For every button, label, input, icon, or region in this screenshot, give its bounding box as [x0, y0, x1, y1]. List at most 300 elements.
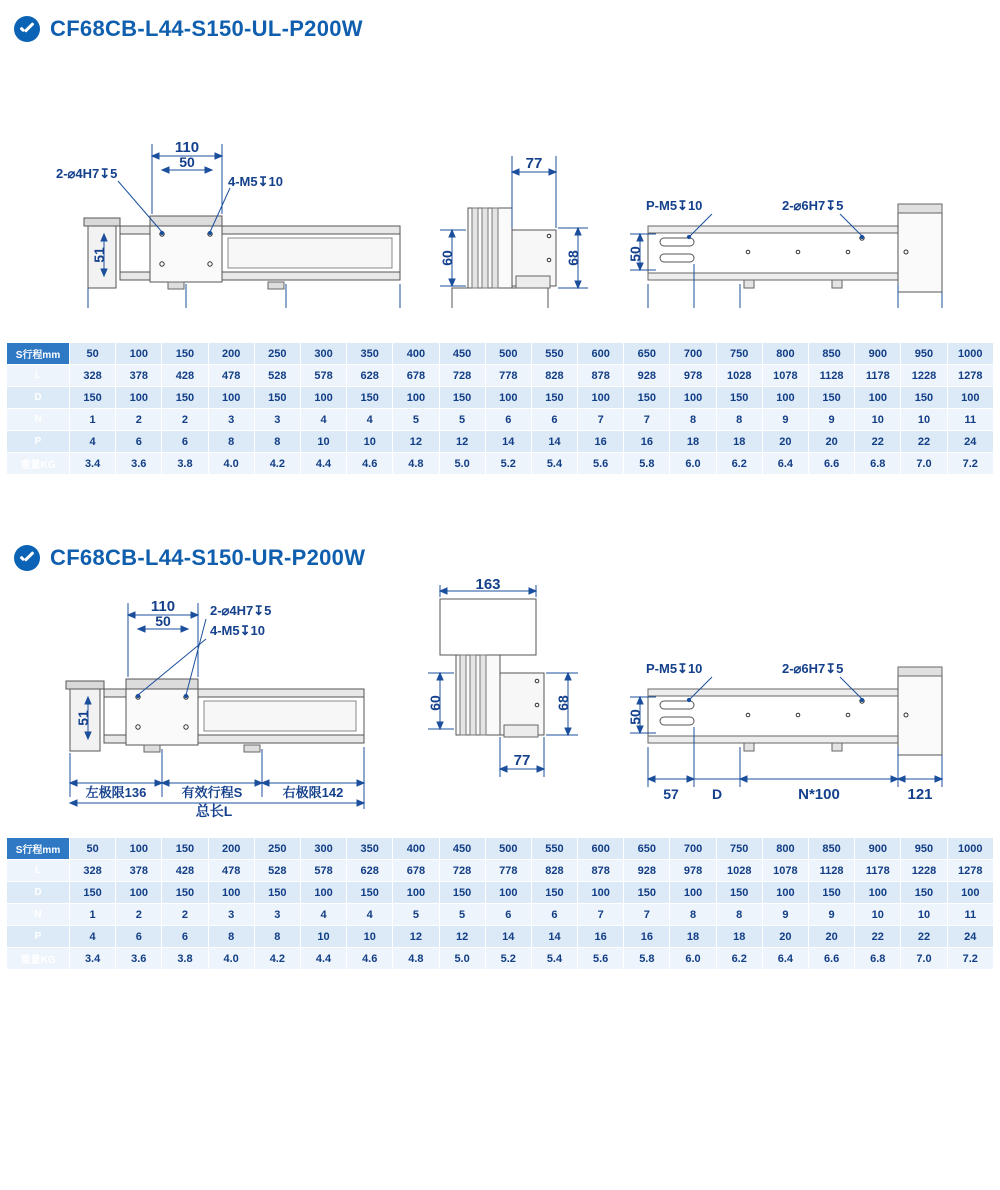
cell: 10 — [901, 409, 947, 431]
table-row — [7, 365, 994, 387]
row-header: N — [7, 904, 70, 926]
cell: 4.8 — [393, 948, 439, 970]
cell: 24 — [947, 926, 993, 948]
cell: 16 — [578, 431, 624, 453]
cell: 8 — [670, 409, 716, 431]
row-header: N — [7, 409, 70, 431]
cell: 150 — [162, 343, 208, 365]
cell: 100 — [947, 882, 993, 904]
cell: 1278 — [947, 365, 993, 387]
cell: 150 — [162, 387, 208, 409]
cell: 6 — [116, 431, 162, 453]
cell: 4.4 — [300, 453, 346, 475]
cell: 328 — [70, 365, 116, 387]
cell: 5.0 — [439, 948, 485, 970]
product-title-row-2 — [0, 545, 1000, 571]
row-header: 重量KG — [7, 948, 70, 970]
cell: 150 — [254, 387, 300, 409]
cell: 16 — [624, 926, 670, 948]
cell: 878 — [578, 860, 624, 882]
cell: 528 — [254, 860, 300, 882]
cell: 5 — [393, 904, 439, 926]
cell: 550 — [531, 838, 577, 860]
cell: 150 — [531, 882, 577, 904]
cell: 850 — [809, 343, 855, 365]
cell: 5.8 — [624, 948, 670, 970]
dim-50-top-2: 50 — [627, 709, 643, 725]
cell: 528 — [254, 365, 300, 387]
cell: 100 — [670, 882, 716, 904]
row-header: D — [7, 882, 70, 904]
cell: 4.0 — [208, 948, 254, 970]
cell: 950 — [901, 838, 947, 860]
cell: 8 — [716, 409, 762, 431]
cell: 7 — [624, 904, 670, 926]
cell: 928 — [624, 365, 670, 387]
cell: 1 — [70, 409, 116, 431]
cell: 11 — [947, 409, 993, 431]
cell: 100 — [116, 343, 162, 365]
cell: 150 — [254, 882, 300, 904]
check-circle-icon — [14, 16, 40, 42]
cell: 12 — [439, 431, 485, 453]
technical-drawing-2 — [0, 577, 1000, 827]
dim-60: 60 — [439, 250, 455, 266]
cell: 500 — [485, 838, 531, 860]
cell: 20 — [762, 431, 808, 453]
spec-table-1 — [6, 342, 994, 475]
cell: 750 — [716, 838, 762, 860]
callout-4-M5-2: 4-M5↧10 — [210, 623, 265, 638]
dim-110-2: 110 — [150, 598, 176, 615]
cell: 628 — [347, 860, 393, 882]
dim-50-2: 50 — [155, 613, 171, 629]
cell: 1000 — [947, 343, 993, 365]
dim-50: 50 — [179, 154, 195, 170]
cell: 650 — [624, 838, 670, 860]
dim-77-2: 77 — [513, 752, 531, 769]
cell: 1028 — [716, 860, 762, 882]
cell: 10 — [300, 926, 346, 948]
cell: 6.2 — [716, 948, 762, 970]
cell: 6 — [531, 904, 577, 926]
cell: 328 — [70, 860, 116, 882]
cell: 150 — [809, 882, 855, 904]
cell: 5.4 — [531, 948, 577, 970]
cell: 728 — [439, 860, 485, 882]
callout-2-6H7: 2-⌀6H7↧5 — [782, 198, 844, 213]
cell: 3.8 — [162, 948, 208, 970]
cell: 7.2 — [947, 453, 993, 475]
cell: 4 — [300, 904, 346, 926]
cell: 5.0 — [439, 453, 485, 475]
cell: 100 — [762, 882, 808, 904]
cell: 150 — [716, 387, 762, 409]
cell: 6 — [162, 431, 208, 453]
cell: 500 — [485, 343, 531, 365]
cell: 22 — [855, 431, 901, 453]
cell: 6.4 — [762, 453, 808, 475]
cell: 8 — [254, 926, 300, 948]
cell: 5 — [439, 904, 485, 926]
dim-121-2: 121 — [907, 786, 933, 803]
cell: 14 — [485, 926, 531, 948]
cell: 6.6 — [809, 453, 855, 475]
dim-50-top: 50 — [627, 246, 643, 262]
cell: 100 — [578, 882, 624, 904]
cell: 5.2 — [485, 948, 531, 970]
cell: 150 — [162, 838, 208, 860]
cell: 100 — [208, 387, 254, 409]
cell: 150 — [624, 387, 670, 409]
cell: 18 — [716, 926, 762, 948]
cell: 6 — [116, 926, 162, 948]
drawing-svg-1 — [0, 48, 1000, 308]
cell: 12 — [393, 926, 439, 948]
cell: 4.2 — [254, 453, 300, 475]
spec-table-2 — [6, 837, 994, 970]
product-section-2 — [0, 545, 1000, 970]
cell: 9 — [809, 904, 855, 926]
dim-60-2: 60 — [427, 695, 443, 711]
cell: 200 — [208, 343, 254, 365]
cell: 100 — [208, 882, 254, 904]
cell: 478 — [208, 860, 254, 882]
cell: 100 — [300, 387, 346, 409]
cell: 1 — [70, 904, 116, 926]
cell: 300 — [300, 343, 346, 365]
dim-110: 110 — [174, 139, 200, 156]
cell: 150 — [347, 882, 393, 904]
spec-table-wrap-2 — [0, 837, 1000, 970]
callout-2-4H7-2: 2-⌀4H7↧5 — [210, 603, 272, 618]
table-row — [7, 387, 994, 409]
cell: 4 — [347, 904, 393, 926]
cell: 428 — [162, 860, 208, 882]
cell: 4 — [347, 409, 393, 431]
cell: 100 — [116, 882, 162, 904]
cell: 20 — [762, 926, 808, 948]
cell: 5.6 — [578, 453, 624, 475]
cell: 9 — [762, 409, 808, 431]
table-row — [7, 904, 994, 926]
cell: 22 — [901, 926, 947, 948]
table-row — [7, 343, 994, 365]
cell: 878 — [578, 365, 624, 387]
cell: 350 — [347, 343, 393, 365]
cell: 5.6 — [578, 948, 624, 970]
cell: 22 — [855, 926, 901, 948]
cell: 378 — [116, 365, 162, 387]
cell: 150 — [439, 882, 485, 904]
cell: 6.2 — [716, 453, 762, 475]
cell: 100 — [855, 387, 901, 409]
cell: 6.6 — [809, 948, 855, 970]
cell: 5.4 — [531, 453, 577, 475]
cell: 4.6 — [347, 453, 393, 475]
cell: 3 — [208, 409, 254, 431]
cell: 100 — [762, 387, 808, 409]
cell: 9 — [762, 904, 808, 926]
cell: 14 — [531, 431, 577, 453]
cell: 5.8 — [624, 453, 670, 475]
dim-57-2: 57 — [663, 786, 679, 802]
cell: 400 — [393, 838, 439, 860]
cell: 6.8 — [855, 948, 901, 970]
cell: 700 — [670, 343, 716, 365]
row-header: P — [7, 926, 70, 948]
cell: 6 — [485, 409, 531, 431]
cell: 1128 — [809, 860, 855, 882]
cell: 2 — [162, 904, 208, 926]
cell: 4 — [70, 431, 116, 453]
cell: 100 — [855, 882, 901, 904]
cell: 2 — [116, 409, 162, 431]
cell: 100 — [393, 882, 439, 904]
cell: 3.4 — [70, 453, 116, 475]
cell: 1000 — [947, 838, 993, 860]
cell: 150 — [901, 387, 947, 409]
cell: 900 — [855, 343, 901, 365]
cell: 1178 — [855, 365, 901, 387]
cell: 4 — [300, 409, 346, 431]
cell: 378 — [116, 860, 162, 882]
callout-P-M5: P-M5↧10 — [646, 198, 703, 213]
dim-51: 51 — [91, 247, 107, 263]
product-title-row-1 — [0, 0, 1000, 42]
cell: 50 — [70, 838, 116, 860]
cell: 6 — [485, 904, 531, 926]
cell: 428 — [162, 365, 208, 387]
cell: 8 — [716, 904, 762, 926]
table-row — [7, 453, 994, 475]
label-stroke-2: 有效行程S — [181, 785, 243, 800]
drawing-svg-2 — [0, 577, 1000, 827]
cell: 3 — [254, 409, 300, 431]
cell: 1228 — [901, 365, 947, 387]
cell: 3 — [208, 904, 254, 926]
cell: 16 — [578, 926, 624, 948]
cell: 24 — [947, 431, 993, 453]
cell: 7.2 — [947, 948, 993, 970]
cell: 4.8 — [393, 453, 439, 475]
cell: 1128 — [809, 365, 855, 387]
page-title-2: CF68CB-L44-S150-UR-P200W — [50, 545, 366, 570]
cell: 18 — [670, 926, 716, 948]
table-row — [7, 948, 994, 970]
dim-D-2: D — [711, 786, 723, 802]
table-row — [7, 882, 994, 904]
cell: 20 — [809, 926, 855, 948]
check-circle-icon — [14, 545, 40, 571]
cell: 100 — [116, 387, 162, 409]
cell: 2 — [116, 904, 162, 926]
cell: 3.4 — [70, 948, 116, 970]
cell: 978 — [670, 365, 716, 387]
cell: 6.8 — [855, 453, 901, 475]
cell: 10 — [855, 904, 901, 926]
cell: 478 — [208, 365, 254, 387]
dim-68-2: 68 — [555, 695, 571, 711]
cell: 10 — [347, 431, 393, 453]
cell: 3.6 — [116, 948, 162, 970]
row-header: L — [7, 365, 70, 387]
label-total-length-2: 总长L — [195, 803, 233, 819]
cell: 1278 — [947, 860, 993, 882]
table-row — [7, 860, 994, 882]
callout-2-4H7: 2-⌀4H7↧5 — [56, 166, 118, 181]
cell: 678 — [393, 365, 439, 387]
cell: 450 — [439, 838, 485, 860]
cell: 950 — [901, 343, 947, 365]
cell: 250 — [254, 838, 300, 860]
cell: 828 — [531, 860, 577, 882]
cell: 2 — [162, 409, 208, 431]
cell: 800 — [762, 838, 808, 860]
technical-drawing-1 — [0, 48, 1000, 318]
cell: 100 — [485, 882, 531, 904]
dim-77: 77 — [525, 155, 543, 172]
cell: 5 — [393, 409, 439, 431]
cell: 12 — [439, 926, 485, 948]
table-row — [7, 409, 994, 431]
cell: 10 — [855, 409, 901, 431]
cell: 300 — [300, 838, 346, 860]
cell: 700 — [670, 838, 716, 860]
cell: 4.0 — [208, 453, 254, 475]
cell: 150 — [70, 882, 116, 904]
cell: 1178 — [855, 860, 901, 882]
cell: 12 — [393, 431, 439, 453]
cell: 3.6 — [116, 453, 162, 475]
cell: 16 — [624, 431, 670, 453]
cell: 7 — [624, 409, 670, 431]
cell: 1228 — [901, 860, 947, 882]
cell: 350 — [347, 838, 393, 860]
cell: 728 — [439, 365, 485, 387]
callout-P-M5-2: P-M5↧10 — [646, 661, 703, 676]
row-header: D — [7, 387, 70, 409]
cell: 550 — [531, 343, 577, 365]
cell: 578 — [300, 860, 346, 882]
cell: 50 — [70, 343, 116, 365]
dim-163-2: 163 — [475, 577, 501, 593]
cell: 600 — [578, 343, 624, 365]
cell: 7.0 — [901, 948, 947, 970]
cell: 4.2 — [254, 948, 300, 970]
cell: 6.0 — [670, 453, 716, 475]
cell: 678 — [393, 860, 439, 882]
cell: 7 — [578, 409, 624, 431]
label-left-limit-2: 左极限136 — [85, 785, 147, 800]
cell: 8 — [670, 904, 716, 926]
cell: 578 — [300, 365, 346, 387]
cell: 100 — [300, 882, 346, 904]
cell: 1078 — [762, 860, 808, 882]
cell: 14 — [531, 926, 577, 948]
cell: 150 — [531, 387, 577, 409]
cell: 150 — [347, 387, 393, 409]
cell: 10 — [901, 904, 947, 926]
callout-2-6H7-2: 2-⌀6H7↧5 — [782, 661, 844, 676]
cell: 6 — [162, 926, 208, 948]
cell: 100 — [947, 387, 993, 409]
cell: 6.4 — [762, 948, 808, 970]
cell: 7 — [578, 904, 624, 926]
row-header: L — [7, 860, 70, 882]
cell: 250 — [254, 343, 300, 365]
row-header: 重量KG — [7, 453, 70, 475]
cell: 18 — [670, 431, 716, 453]
table-row — [7, 926, 994, 948]
dim-68: 68 — [565, 250, 581, 266]
cell: 100 — [116, 838, 162, 860]
cell: 7.0 — [901, 453, 947, 475]
cell: 200 — [208, 838, 254, 860]
cell: 1078 — [762, 365, 808, 387]
cell: 600 — [578, 838, 624, 860]
cell: 3 — [254, 904, 300, 926]
spec-table-wrap-1 — [0, 342, 1000, 475]
page-title: CF68CB-L44-S150-UL-P200W — [50, 16, 363, 41]
label-right-limit-2: 右极限142 — [282, 785, 344, 800]
table-row — [7, 431, 994, 453]
callout-4-M5: 4-M5↧10 — [228, 174, 283, 189]
cell: 22 — [901, 431, 947, 453]
cell: 5.2 — [485, 453, 531, 475]
cell: 800 — [762, 343, 808, 365]
table-row — [7, 838, 994, 860]
cell: 778 — [485, 860, 531, 882]
cell: 20 — [809, 431, 855, 453]
cell: 628 — [347, 365, 393, 387]
cell: 778 — [485, 365, 531, 387]
cell: 978 — [670, 860, 716, 882]
row-header: S行程mm — [7, 343, 70, 365]
cell: 150 — [809, 387, 855, 409]
cell: 4.6 — [347, 948, 393, 970]
cell: 6.0 — [670, 948, 716, 970]
cell: 11 — [947, 904, 993, 926]
cell: 650 — [624, 343, 670, 365]
cell: 9 — [809, 409, 855, 431]
section-spacer — [0, 475, 1000, 545]
cell: 150 — [624, 882, 670, 904]
cell: 10 — [347, 926, 393, 948]
dim-N100-2: N*100 — [798, 786, 840, 803]
cell: 928 — [624, 860, 670, 882]
cell: 900 — [855, 838, 901, 860]
cell: 5 — [439, 409, 485, 431]
cell: 750 — [716, 343, 762, 365]
cell: 4 — [70, 926, 116, 948]
cell: 828 — [531, 365, 577, 387]
cell: 150 — [162, 882, 208, 904]
cell: 10 — [300, 431, 346, 453]
cell: 8 — [208, 926, 254, 948]
cell: 1028 — [716, 365, 762, 387]
cell: 14 — [485, 431, 531, 453]
cell: 400 — [393, 343, 439, 365]
cell: 18 — [716, 431, 762, 453]
cell: 150 — [901, 882, 947, 904]
cell: 450 — [439, 343, 485, 365]
cell: 850 — [809, 838, 855, 860]
cell: 150 — [439, 387, 485, 409]
cell: 8 — [254, 431, 300, 453]
cell: 150 — [70, 387, 116, 409]
dim-51-2: 51 — [75, 710, 91, 726]
